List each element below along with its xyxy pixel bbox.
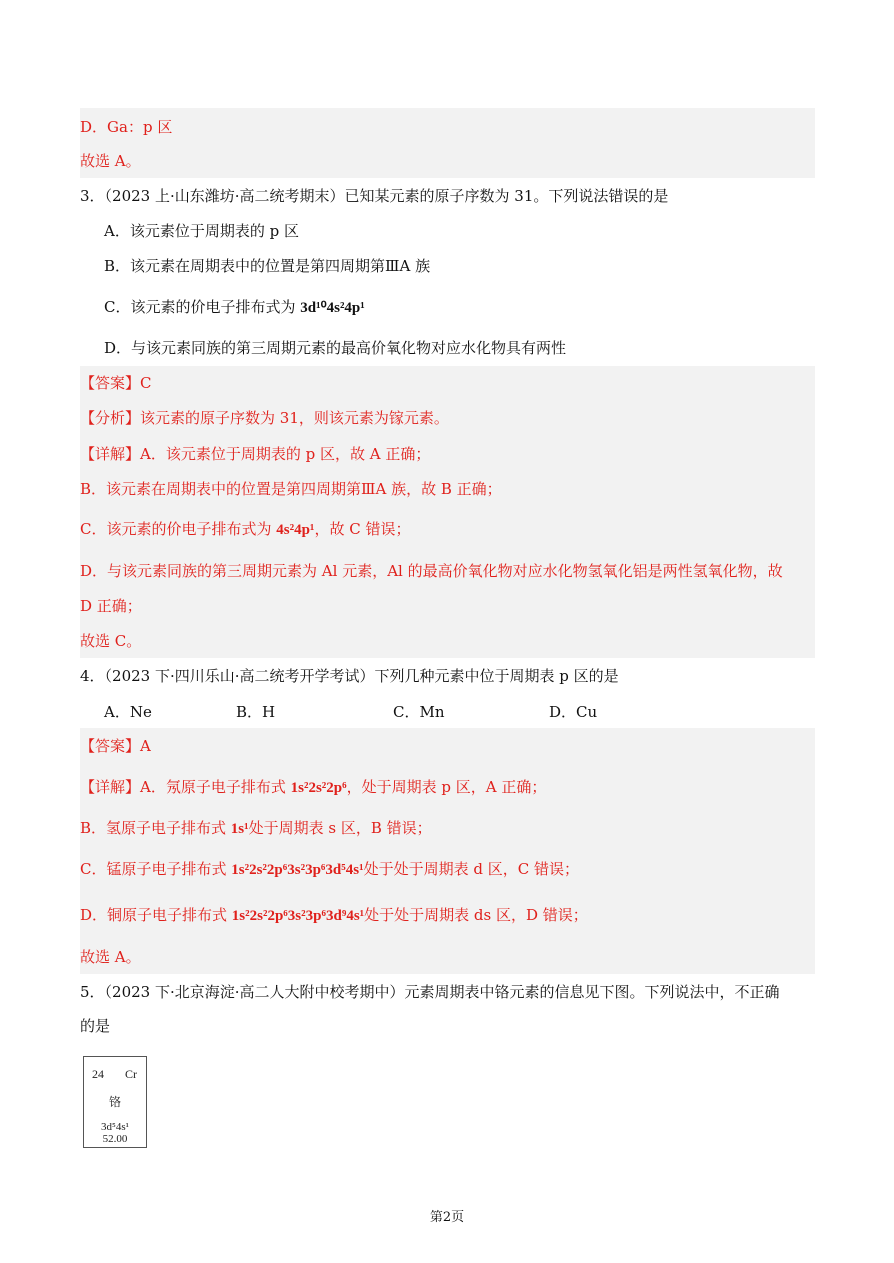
q4-detail-a	[80, 777, 546, 798]
q5-stem-line1: 5．（2023 下·北京海淀·高二人大附中校考期中）元素周期表中铬元素的信息见下图。下列说法中，不正确	[80, 983, 780, 1001]
q4-option-b: B．H	[236, 703, 276, 721]
element-atomic-number: 24	[92, 1067, 104, 1081]
q3-option-c	[104, 297, 365, 318]
q3-option-d: D．与该元素同族的第三周期元素的最高价氧化物对应水化物具有两性	[104, 339, 567, 357]
q5-stem-line2: 的是	[80, 1017, 111, 1035]
q3-option-c-text: C．该元素的价电子排布式为	[104, 298, 301, 316]
q3-detail-c	[80, 519, 410, 540]
q3-option-a: A．该元素位于周期表的 p 区	[104, 222, 299, 240]
q4-detail-c-formula: 1s²2s²2p⁶3s²3p⁶3d⁵4s¹	[231, 862, 364, 878]
q3-detail-c-text: C．该元素的价电子排布式为	[80, 520, 277, 538]
q3-detail-a: 【详解】A．该元素位于周期表的 p 区，故 A 正确；	[80, 445, 431, 463]
q4-detail-d-formula: 1s²2s²2p⁶3s²3p⁶3d⁹4s¹	[231, 908, 365, 924]
chromium-element-card	[83, 1056, 147, 1148]
q2-conclusion: 故选 A。	[80, 152, 141, 170]
q3-option-c-formula: 3d¹⁰4s²4p¹	[300, 300, 365, 316]
q4-option-c: C．Mn	[393, 703, 445, 721]
q4-answer-block	[80, 728, 815, 974]
q4-detail-a-suffix: ，处于周期表 p 区，A 正确；	[346, 778, 547, 796]
q4-detail-b-formula: 1s¹	[230, 821, 249, 837]
q4-detail-b-text: B．氢原子电子排布式	[80, 819, 231, 837]
q4-detail-c	[80, 859, 579, 880]
q4-detail-d	[80, 905, 588, 926]
q3-analysis: 【分析】该元素的原子序数为 31，则该元素为镓元素。	[80, 409, 449, 427]
page-number: 第2页	[429, 1210, 465, 1225]
q3-stem: 3．（2023 上·山东潍坊·高二统考期末）已知某元素的原子序数为 31。下列说法错误的是	[80, 187, 669, 205]
q3-detail-d-line1: D．与该元素同族的第三周期元素为 Al 元素，Al 的最高价氧化物对应水化物氢氧化铝是两性氢氧化物，故	[80, 562, 783, 580]
q3-answer: 【答案】C	[80, 374, 152, 392]
q4-option-d: D．Cu	[549, 703, 598, 721]
q4-detail-d-suffix: 处于处于周期表 ds 区，D 错误；	[364, 906, 588, 924]
q4-detail-a-text: 【详解】A．氖原子电子排布式	[80, 778, 291, 796]
element-config: 3d⁵4s¹	[101, 1121, 129, 1133]
element-name: 铬	[108, 1095, 121, 1109]
q4-detail-b-suffix: 处于周期表 s 区，B 错误；	[248, 819, 432, 837]
q4-detail-b	[80, 818, 432, 839]
element-symbol: Cr	[125, 1067, 137, 1081]
q2-option-d: D．Ga：p 区	[80, 118, 173, 136]
q4-conclusion: 故选 A。	[80, 948, 141, 966]
q3-option-b: B．该元素在周期表中的位置是第四周期第ⅢA 族	[104, 257, 431, 275]
q4-answer: 【答案】A	[80, 737, 151, 755]
q4-detail-a-formula: 1s²2s²2p⁶	[290, 780, 347, 796]
q3-detail-b: B．该元素在周期表中的位置是第四周期第ⅢA 族，故 B 正确；	[80, 480, 502, 498]
q4-detail-c-text: C．锰原子电子排布式	[80, 860, 232, 878]
q3-detail-c-suffix: ，故 C 错误；	[314, 520, 411, 538]
q4-stem: 4．（2023 下·四川乐山·高二统考开学考试）下列几种元素中位于周期表 p 区的是	[80, 667, 619, 685]
q2-answer-block	[80, 108, 815, 178]
q4-detail-c-suffix: 处于处于周期表 d 区，C 错误；	[363, 860, 579, 878]
q4-option-a: A．Ne	[104, 703, 152, 721]
q3-detail-c-formula: 4s²4p¹	[276, 522, 315, 538]
q4-detail-d-text: D．铜原子电子排布式	[80, 906, 232, 924]
element-mass: 52.00	[102, 1133, 128, 1145]
q3-detail-d-line2: D 正确；	[80, 597, 142, 615]
q3-conclusion: 故选 C。	[80, 632, 142, 650]
